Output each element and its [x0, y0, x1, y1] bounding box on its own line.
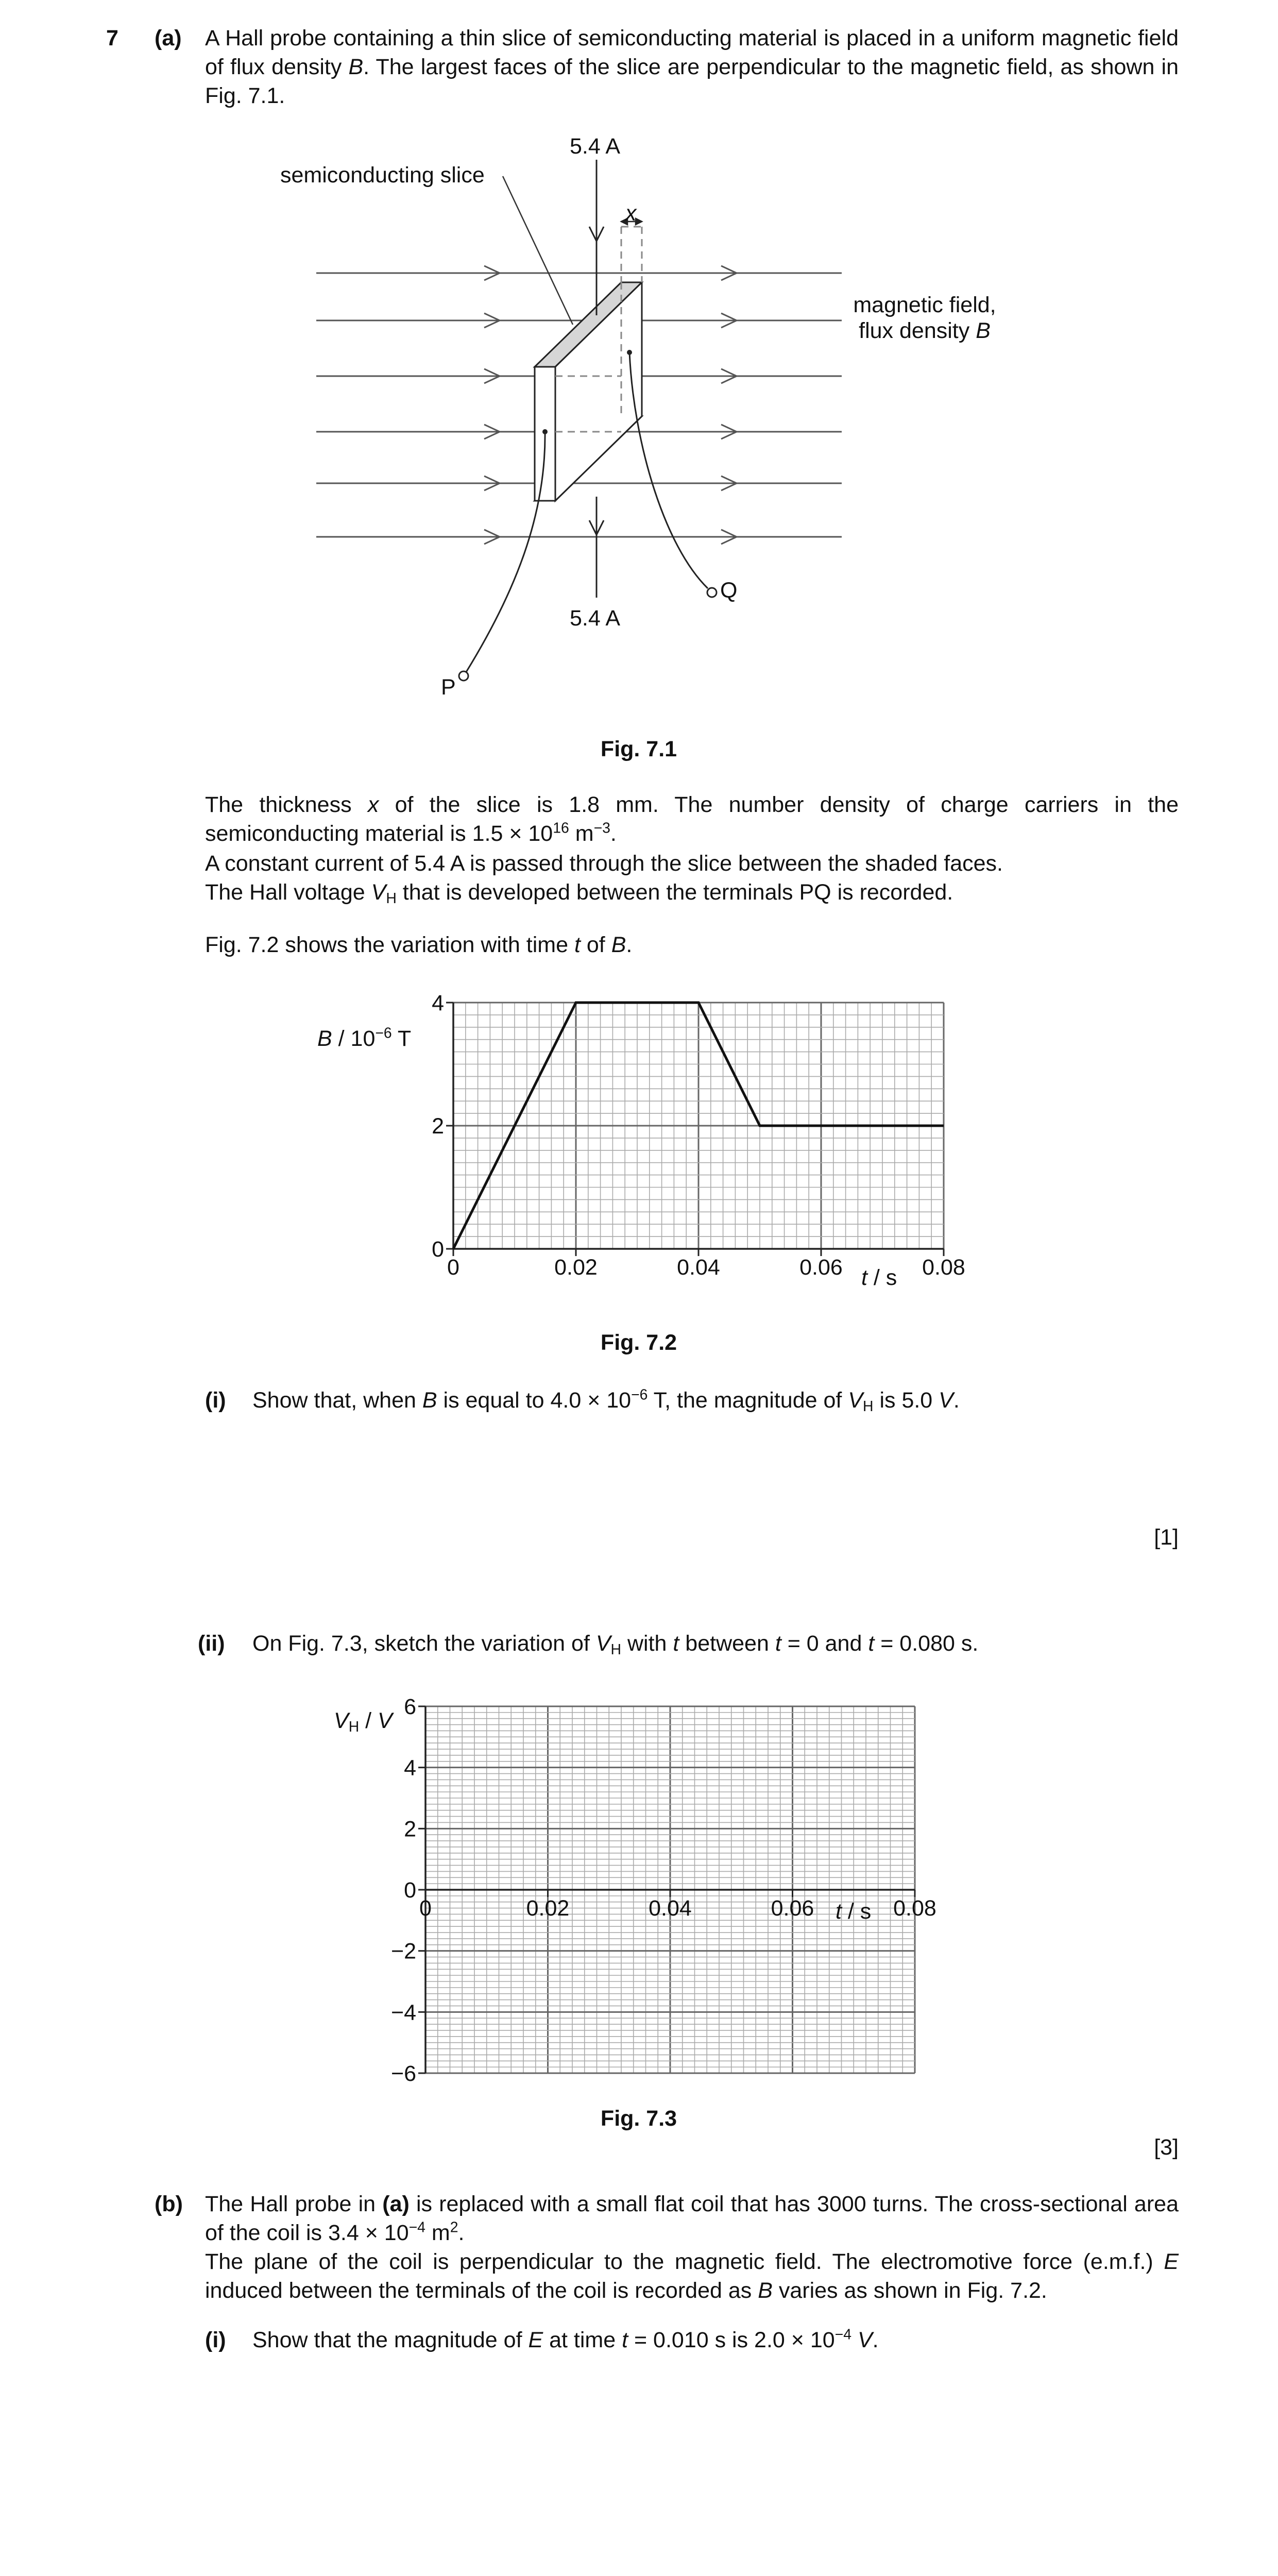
- info-line-2: A constant current of 5.4 A is passed through the slice between the shaded faces.: [205, 851, 1003, 876]
- fig-7-2-intro: Fig. 7.2 shows the variation with time t of B.: [205, 933, 633, 957]
- y-tick-label: 2: [404, 1817, 416, 1842]
- x-tick-label: 0: [447, 1255, 459, 1280]
- current-bottom-label: 5.4 A: [570, 606, 621, 631]
- field-label-2: flux density B: [859, 318, 991, 343]
- part-b-i-text: Show that the magnitude of E at time t = 0.010 s is $2.0 \times 10^{-4}$ V.: [252, 2326, 879, 2352]
- part-b-text-2: The plane of the coil is perpendicular to the magnetic field. The electromotive force (e.m.f.) E induced between the terminals of the coil is recorded as B varies as shown in Fig. 7.2.: [205, 2249, 1179, 2303]
- x-tick-label: 0.08: [893, 1896, 936, 1921]
- x-tick-label: 0.04: [677, 1255, 720, 1280]
- y-tick-label: 4: [432, 991, 444, 1015]
- x-tick-label: 0: [419, 1896, 432, 1921]
- current-top-label: 5.4 A: [570, 134, 621, 159]
- part-a-intro: A Hall probe containing a thin slice of semiconducting material is placed in a uniform magnetic field of flux density B. The largest faces of the slice are perpendicular to the magnetic field, as shown in Fig. 7.1.: [205, 26, 1179, 108]
- x-tick-label: 0.04: [649, 1896, 692, 1921]
- fig-7-3-ylabel: $V_H$ / V: [334, 1708, 393, 1736]
- y-tick-label: 6: [404, 1694, 416, 1719]
- part-a-ii-marks: [3]: [1154, 2135, 1179, 2160]
- part-b-text-1: The Hall probe in (a) is replaced with a small flat coil that has 3000 turns. The cross-sectional area of the coil is $3.4 \times 10^{-4}$ $m^2$.: [205, 2192, 1179, 2245]
- y-tick-label: 0: [432, 1237, 444, 1262]
- x-tick-label: 0.02: [554, 1255, 598, 1280]
- x-tick-label: 0.02: [526, 1896, 570, 1921]
- terminal-p-label: P: [441, 675, 456, 700]
- part-a-i-marks: [1]: [1154, 1525, 1179, 1550]
- y-tick-label: −4: [390, 2000, 416, 2025]
- slice-label: semiconducting slice: [280, 163, 485, 188]
- y-tick-label: −6: [390, 2061, 416, 2086]
- fig-7-3-xlabel: t / s: [836, 1899, 872, 1924]
- part-a-i-text: Show that, when B is equal to $4.0 \times 10^{-6}$ T, the magnitude of $V_H$ is 5.0 V.: [252, 1386, 960, 1415]
- part-a-i-label: (i): [205, 1388, 226, 1413]
- x-tick-label: 0.06: [771, 1896, 814, 1921]
- thickness-label: x: [625, 201, 637, 226]
- part-a-label: (a): [155, 26, 182, 50]
- info-line-3: The Hall voltage $V_H$ that is developed between the terminals PQ is recorded.: [205, 880, 953, 907]
- part-a-ii-text: On Fig. 7.3, sketch the variation of $V_H$ with t between t = 0 and t = 0.080 s.: [252, 1631, 979, 1658]
- info-line-1: The thickness x of the slice is 1.8 mm. The number density of charge carriers in the semiconducting material is $1.5 \times 10^{16}$ $m^{-3}$.: [205, 792, 1179, 846]
- part-b-i-label: (i): [205, 2328, 226, 2352]
- y-tick-label: 0: [404, 1878, 416, 1903]
- question-number: 7: [106, 26, 118, 50]
- fig-7-2-ylabel: B / $10^{-6}$ T: [317, 1025, 412, 1051]
- terminal-q-label: Q: [720, 578, 738, 603]
- fig-7-2-xlabel: t / s: [861, 1265, 897, 1290]
- fig-7-1-caption: Fig. 7.1: [600, 737, 677, 761]
- part-b-label: (b): [155, 2192, 183, 2216]
- y-tick-label: −2: [390, 1939, 416, 1964]
- y-tick-label: 2: [432, 1114, 444, 1139]
- fig-7-2-caption: Fig. 7.2: [600, 1330, 677, 1355]
- x-tick-label: 0.06: [799, 1255, 843, 1280]
- part-a-ii-label: (ii): [198, 1631, 225, 1656]
- fig-7-3-caption: Fig. 7.3: [600, 2106, 677, 2131]
- field-label-1: magnetic field,: [853, 293, 996, 317]
- y-tick-label: 4: [404, 1755, 416, 1781]
- x-tick-label: 0.08: [922, 1255, 965, 1280]
